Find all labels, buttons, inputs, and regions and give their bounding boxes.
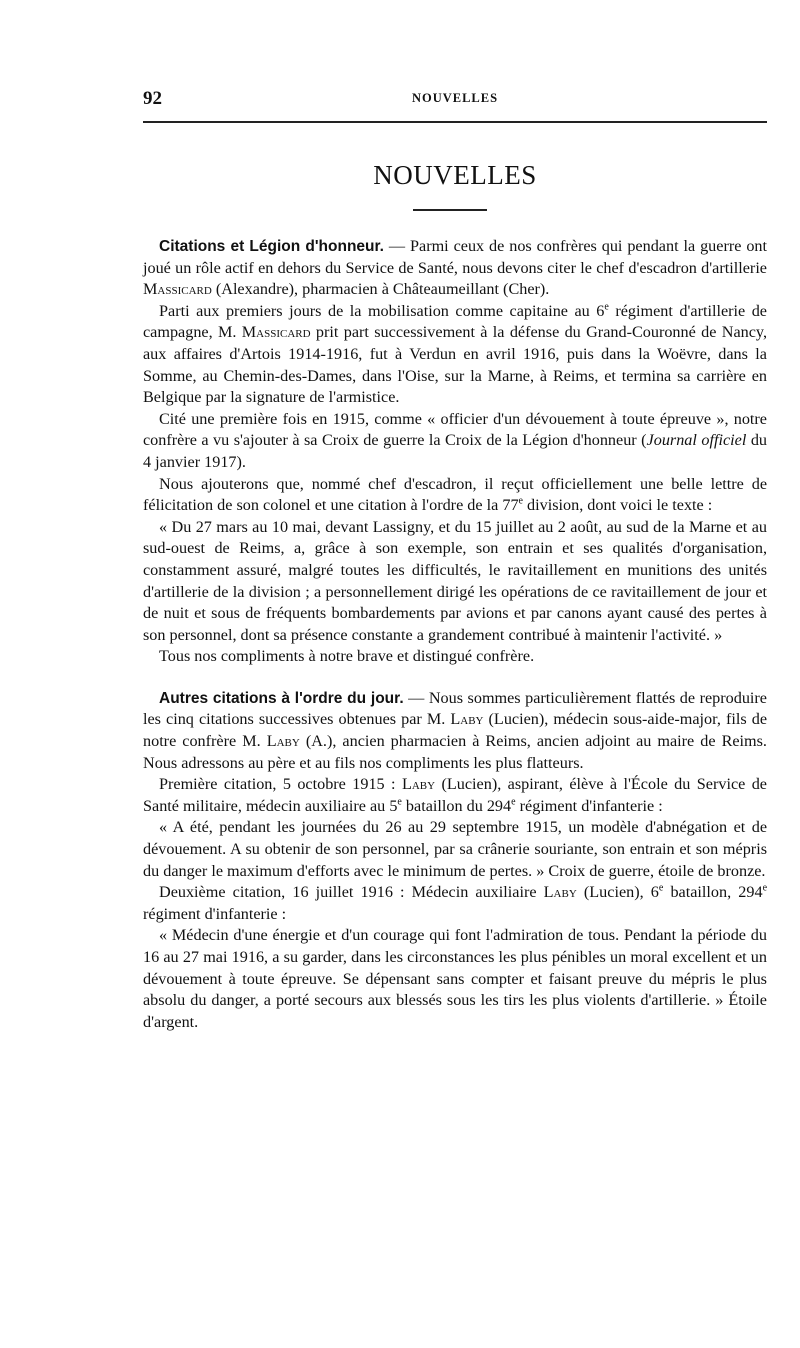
section-heading: Autres citations à l'ordre du jour.	[159, 689, 404, 707]
text-run: (Alexandre), pharmacien à Châteaumeillant (Cher).	[211, 280, 550, 299]
text-run: — Nous sommes particulièrement flattés de reproduire les cinq citations successives obtenues par M.	[143, 688, 767, 729]
text-run: régiment d'artillerie de campagne, M.	[143, 301, 767, 342]
paragraph: Tous nos compliments à notre brave et distingué confrère.	[159, 647, 535, 666]
text-run: régiment d'infanterie :	[515, 796, 663, 815]
text-run: Nous ajouterons que, nommé chef d'escadron, il reçut officiellement une belle lettre de félicitation de son colonel et une citation à l'ordre de la 77	[143, 474, 767, 515]
text-run: (Lucien), médecin sous-aide-major, fils de notre confrère M.	[143, 710, 767, 751]
text-run: du 4 janvier 1917).	[143, 431, 768, 471]
text-run: bataillon, 294	[663, 883, 763, 902]
text-run: régiment d'infanterie :	[143, 904, 287, 923]
person-name: Massicard	[241, 323, 311, 342]
quotation-paragraph: « Médecin d'une énergie et d'un courage qui font l'admiration de tous. Pendant la période du 16 au 27 mai 1916, a su garder, dans les circonstances les plus pénibles un moral excellent et un dévouement à toute épreuve. Se dépensant sans compter et faisant preuve du mépris le plus absolu du danger, a porté secours aux blessés sous les tirs les plus violents d'artillerie. » Étoile d'argent.	[143, 926, 767, 1031]
page-number: 92	[143, 88, 162, 109]
text-run: (Lucien), 6	[576, 883, 659, 902]
paragraph	[143, 688, 767, 774]
text-run: Première citation, 5 octobre 1915 :	[159, 775, 402, 794]
superscript: e	[604, 301, 609, 313]
header-rule	[143, 121, 767, 123]
text-run: (A.), ancien pharmacien à Reims, ancien adjoint au maire de Reims. Nous adressons au père et au fils nos compliments les plus flatteurs.	[143, 732, 767, 772]
person-name: Laby	[266, 732, 300, 751]
article-body	[143, 236, 767, 1033]
publication-name: Journal officiel	[646, 431, 747, 450]
person-name: Laby	[450, 710, 484, 729]
text-run: — Parmi ceux de nos confrères qui pendant la guerre ont joué un rôle actif en dehors du Service de Santé, nous devons citer le chef d'escadron d'artillerie	[143, 237, 768, 277]
text-run: Parti aux premiers jours de la mobilisation comme capitaine au 6	[159, 301, 605, 320]
running-header	[143, 88, 767, 108]
text-run: Cité une première fois en 1915, comme « officier d'un dévouement à toute épreuve », notre confrère a vu s'ajouter à sa Croix de guerre la Croix de la Légion d'honneur (	[143, 409, 767, 450]
text-run: prit part successivement à la défense du Grand-Couronné de Nancy, aux affaires d'Artois 1914-1916, fut à Verdun en avril 1916, puis dans la Woëvre, dans la Somme, au Chemin-des-Dames, dans l'Oise, sur la Marne, à Reims, et termina sa carrière en Belgique par la signature de l'armistice.	[143, 323, 767, 407]
superscript: e	[511, 796, 516, 808]
text-run: (Lucien), aspirant, élève à l'École du Service de Santé militaire, médecin auxiliaire au 5	[143, 775, 767, 815]
text-run: bataillon du 294	[401, 796, 512, 815]
person-name: Laby	[543, 883, 577, 902]
quotation-paragraph: « Du 27 mars au 10 mai, devant Lassigny, et du 15 juillet au 2 août, au sud de la Marne et au sud-ouest de Reims, a, grâce à son exemple, son entrain et ses qualités d'organisation, constamment assuré, malgré toutes les difficultés, le ravitaillement en munitions des unités d'artillerie de la division ; a personnellement dirigé les opérations de ce ravitaillement de jour et de nuit et sous de fréquents bombardements par avions et par canons ayant causé des pertes à son personnel, dont sa présence constante a grandement contribué à maintenir l'activité. »	[143, 517, 767, 644]
paragraph	[143, 774, 767, 817]
superscript: e	[658, 882, 664, 894]
section-heading: Citations et Légion d'honneur.	[159, 238, 384, 255]
paragraph	[143, 882, 767, 925]
person-name: Massicard	[143, 280, 212, 299]
superscript: e	[762, 882, 768, 894]
paragraph	[143, 409, 767, 474]
person-name: Laby	[401, 775, 436, 794]
paragraph	[143, 301, 767, 409]
page-title: NOUVELLES	[373, 160, 537, 190]
title-rule	[413, 209, 487, 211]
running-title: NOUVELLES	[411, 91, 499, 105]
paragraph	[143, 236, 767, 301]
text-run: Deuxième citation, 16 juillet 1916 : Médecin auxiliaire	[159, 883, 544, 902]
paragraph	[143, 474, 767, 517]
text-run: division, dont voici le texte :	[523, 496, 713, 515]
quotation-paragraph: « A été, pendant les journées du 26 au 29 septembre 1915, un modèle d'abnégation et de dévouement. A su obtenir de son personnel, par sa crânerie souriante, son entrain et son mépris du danger le maximum d'efforts avec le minimum de pertes. » Croix de guerre, étoile de bronze.	[143, 818, 767, 880]
superscript: e	[397, 796, 402, 808]
superscript: e	[518, 495, 523, 507]
